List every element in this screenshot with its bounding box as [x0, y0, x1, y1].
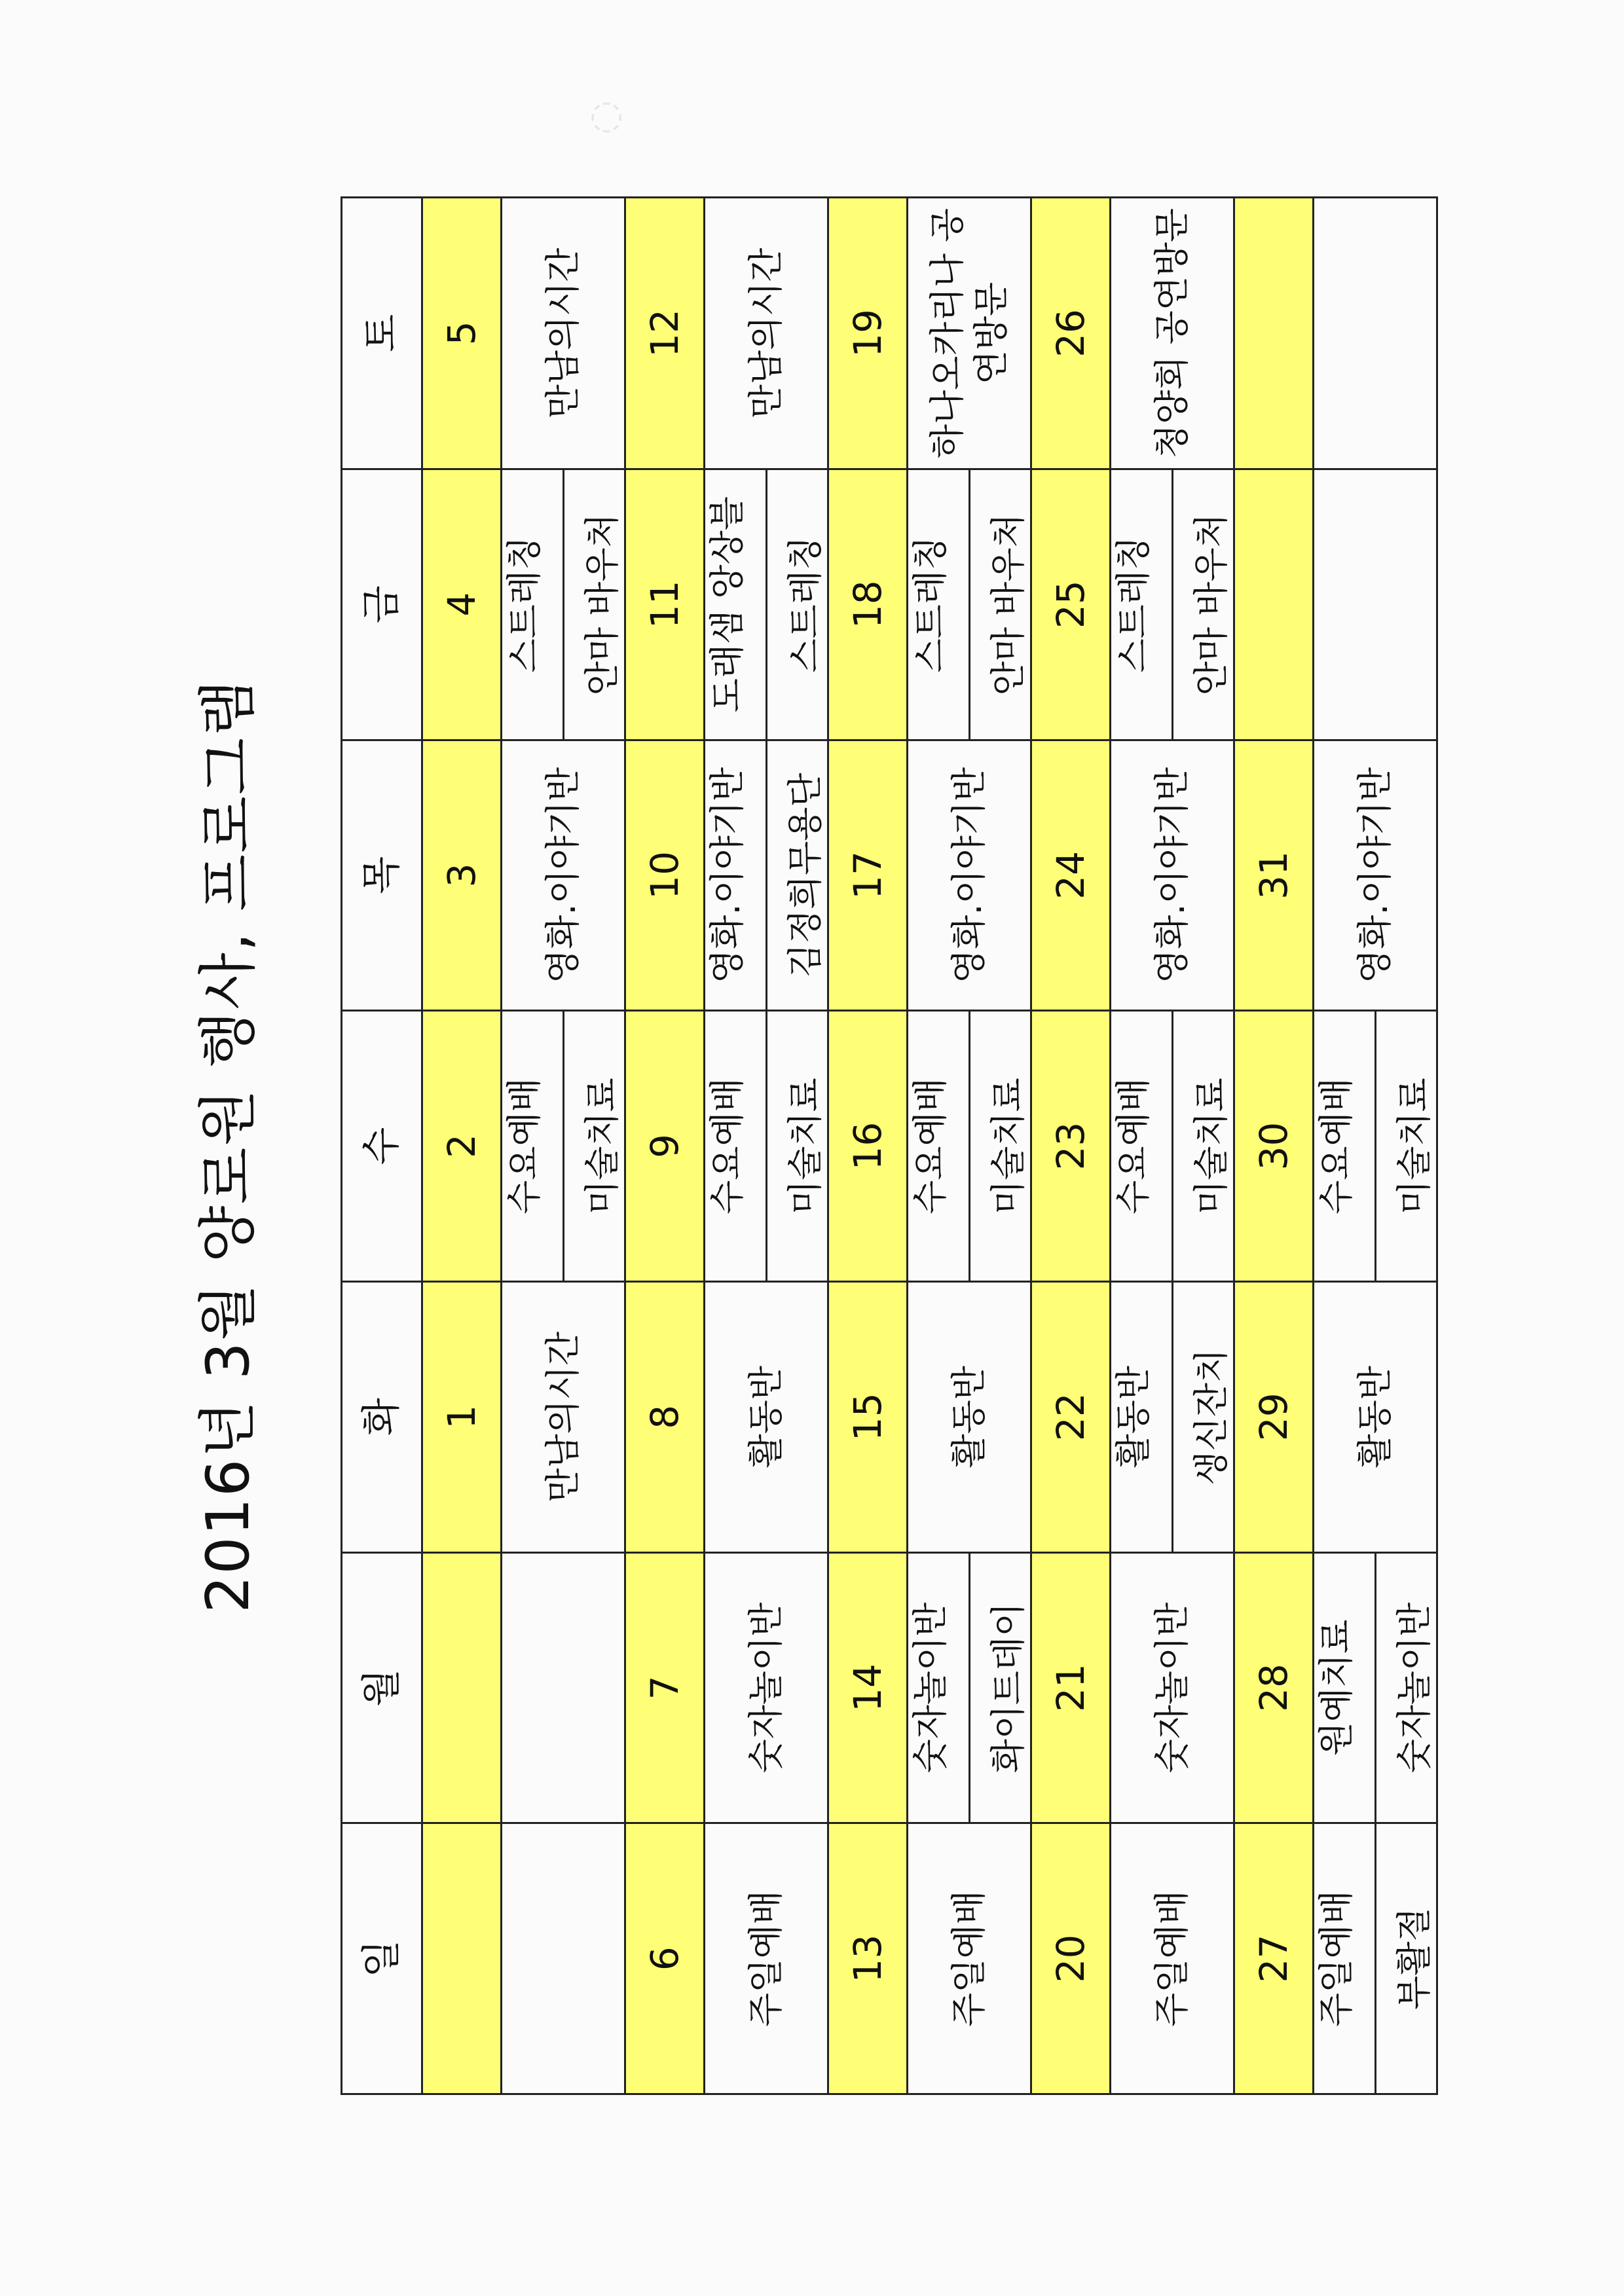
event-label: 영화.이야기반: [542, 767, 584, 983]
date-cell: 12: [625, 198, 705, 469]
event-cell: [1111, 469, 1234, 740]
event-row: [1111, 198, 1234, 2094]
event-cell: [705, 469, 828, 740]
date-row: [1031, 198, 1111, 2094]
event-cell: [502, 198, 625, 469]
event-cell: [705, 1552, 828, 1823]
event-cell: [1111, 1011, 1234, 1282]
schedule-sheet: [157, 164, 1467, 2128]
date-row: [625, 198, 705, 2094]
scan-artifact: ◌: [589, 92, 624, 137]
date-cell: 7: [625, 1552, 705, 1823]
event-cell: [502, 1823, 625, 2094]
weekday-header: 토: [342, 198, 422, 469]
date-cell: 29: [1234, 1281, 1314, 1552]
event-label: 활동반: [948, 1366, 990, 1468]
event-cell: [705, 1823, 828, 2094]
date-cell: 19: [828, 198, 908, 469]
event-label: 영화.이야기반: [1151, 767, 1193, 983]
event-label: 주일예배: [948, 1890, 990, 2027]
event-cell: [908, 469, 1031, 740]
event-cell: [1314, 1823, 1437, 2094]
event-cell: [1111, 1552, 1234, 1823]
date-cell: 5: [422, 198, 502, 469]
monthly-calendar: [341, 196, 1438, 2095]
calendar-body: [342, 198, 1437, 2094]
event-cell: [908, 740, 1031, 1011]
date-cell: 26: [1031, 198, 1111, 469]
event-label: 숫자놀이반: [1375, 1554, 1437, 1823]
event-cell: [1314, 198, 1437, 469]
event-label: 영화.이야기반: [948, 767, 990, 983]
date-cell: 30: [1234, 1011, 1314, 1282]
date-cell: 10: [625, 740, 705, 1011]
date-cell: 27: [1234, 1823, 1314, 2094]
event-cell: [908, 1281, 1031, 1552]
event-label: 스트레칭: [910, 536, 951, 673]
date-cell: 28: [1234, 1552, 1314, 1823]
event-cell: [502, 1281, 625, 1552]
event-label: 영화.이야기반: [1354, 767, 1396, 983]
event-label: 안마 바우처: [1172, 470, 1234, 739]
date-cell: [1234, 198, 1314, 469]
event-label: 미술치료: [969, 1011, 1031, 1281]
event-label: 스트레칭: [1113, 536, 1154, 673]
event-label: 수요예배: [504, 1078, 545, 1214]
event-cell: [1314, 469, 1437, 740]
weekday-header: 화: [342, 1281, 422, 1552]
event-cell: [502, 1011, 625, 1282]
date-row: [1234, 198, 1314, 2094]
date-cell: 24: [1031, 740, 1111, 1011]
date-cell: 3: [422, 740, 502, 1011]
date-cell: 22: [1031, 1281, 1111, 1552]
event-label: 수요예배: [707, 1078, 748, 1214]
date-cell: 11: [625, 469, 705, 740]
date-cell: 25: [1031, 469, 1111, 740]
date-cell: 20: [1031, 1823, 1111, 2094]
event-cell: [1111, 1823, 1234, 2094]
event-cell: [1314, 1011, 1437, 1282]
event-label: 수요예배: [1316, 1078, 1357, 1214]
weekday-header: 금: [342, 469, 422, 740]
event-row: [908, 198, 1031, 2094]
event-label: 안마 바우처: [969, 470, 1031, 739]
event-label: 생신잔치: [1172, 1283, 1234, 1552]
date-cell: 6: [625, 1823, 705, 2094]
event-cell: [1314, 1281, 1437, 1552]
event-label: 활동반: [1354, 1366, 1396, 1468]
weekday-header-row: [342, 198, 422, 2094]
date-cell: 2: [422, 1011, 502, 1282]
event-cell: [1314, 1552, 1437, 1823]
event-label: 도래샘 앙상블: [707, 496, 748, 713]
date-cell: 15: [828, 1281, 908, 1552]
event-label: 미술치료: [1172, 1011, 1234, 1281]
event-label: 수요예배: [910, 1078, 951, 1214]
event-label: 청양회 공연방문: [1151, 208, 1193, 459]
event-label: 활동반: [745, 1366, 787, 1468]
event-label: 원예치료: [1316, 1619, 1357, 1757]
event-cell: [1111, 1281, 1234, 1552]
event-cell: [705, 740, 828, 1011]
event-cell: [502, 740, 625, 1011]
event-label: 만남의시간: [745, 247, 787, 419]
date-cell: 13: [828, 1823, 908, 2094]
weekday-header: 일: [342, 1823, 422, 2094]
date-cell: [422, 1552, 502, 1823]
event-cell: [705, 198, 828, 469]
event-label: 미술치료: [766, 1011, 828, 1281]
event-label: 화이트데이: [969, 1554, 1031, 1823]
event-cell: [908, 198, 1031, 469]
event-cell: [908, 1552, 1031, 1823]
event-cell: [705, 1011, 828, 1282]
weekday-header: 목: [342, 740, 422, 1011]
page-title: 2016년 3월 양로원 행사, 프로그램: [194, 678, 263, 1613]
event-label: 주일예배: [745, 1890, 787, 2027]
date-cell: 14: [828, 1552, 908, 1823]
event-label: 부활절: [1375, 1824, 1437, 2093]
event-row: [1314, 198, 1437, 2094]
event-label: 스트레칭: [766, 470, 828, 739]
date-cell: 4: [422, 469, 502, 740]
event-cell: [908, 1011, 1031, 1282]
event-label: 숫자놀이반: [910, 1602, 951, 1774]
event-label: 활동반: [1113, 1366, 1154, 1468]
event-cell: [1111, 198, 1234, 469]
event-label: 주일예배: [1316, 1890, 1357, 2027]
date-cell: 17: [828, 740, 908, 1011]
event-label: 만남의시간: [542, 247, 584, 419]
weekday-header: 수: [342, 1011, 422, 1282]
event-label: 하나오카리나 공연방문: [926, 208, 1012, 459]
event-label: 주일예배: [1151, 1890, 1193, 2027]
event-cell: [1314, 740, 1437, 1011]
date-cell: 31: [1234, 740, 1314, 1011]
date-cell: 8: [625, 1281, 705, 1552]
event-label: 김정희무용단: [766, 741, 828, 1010]
event-cell: [502, 469, 625, 740]
date-cell: 21: [1031, 1552, 1111, 1823]
event-label: 미술치료: [1375, 1011, 1437, 1281]
event-label: 숫자놀이반: [745, 1602, 787, 1774]
date-cell: 16: [828, 1011, 908, 1282]
event-label: 미술치료: [563, 1011, 625, 1281]
event-label: 안마 바우처: [563, 470, 625, 739]
event-cell: [502, 1552, 625, 1823]
event-cell: [705, 1281, 828, 1552]
date-row: [422, 198, 502, 2094]
event-label: 만남의시간: [542, 1331, 584, 1503]
event-cell: [1111, 740, 1234, 1011]
weekday-header: 월: [342, 1552, 422, 1823]
event-label: 숫자놀이반: [1151, 1602, 1193, 1774]
event-label: 영화.이야기반: [707, 767, 748, 983]
event-row: [705, 198, 828, 2094]
date-cell: [1234, 469, 1314, 740]
event-cell: [908, 1823, 1031, 2094]
date-cell: 18: [828, 469, 908, 740]
date-row: [828, 198, 908, 2094]
event-label: 스트레칭: [504, 536, 545, 673]
event-row: [502, 198, 625, 2094]
date-cell: 1: [422, 1281, 502, 1552]
date-cell: 23: [1031, 1011, 1111, 1282]
date-cell: [422, 1823, 502, 2094]
event-label: 수요예배: [1113, 1078, 1154, 1214]
date-cell: 9: [625, 1011, 705, 1282]
